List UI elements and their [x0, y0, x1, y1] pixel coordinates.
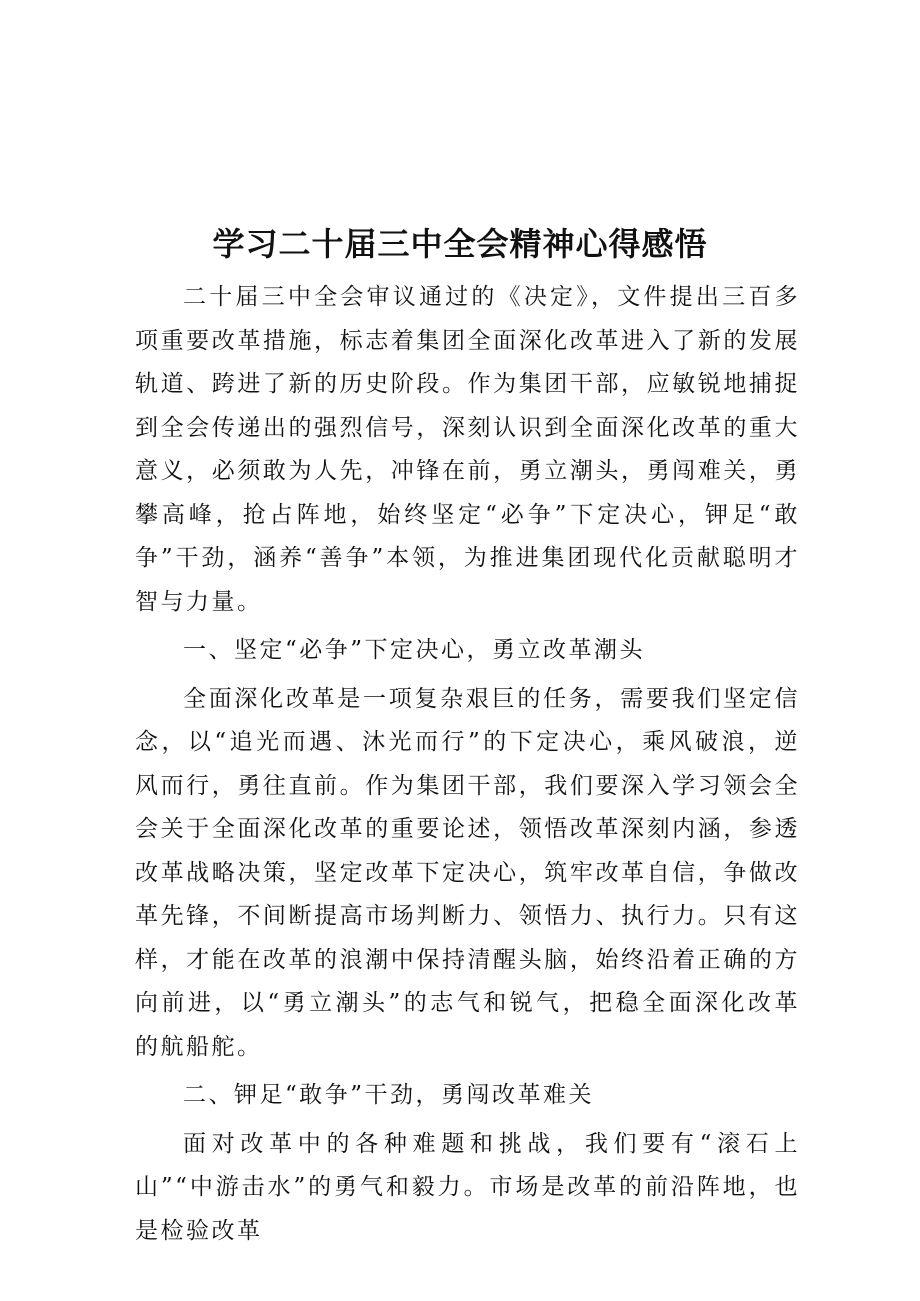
- document-body: [135, 276, 800, 1258]
- section-heading-1: 一、坚定“必争”下定决心，勇立改革潮头: [183, 637, 646, 663]
- intro-paragraph: 二十届三中全会审议通过的《决定》，文件提出三百多项重要改革措施，标志着集团全面深化改革进入了新的发展轨道、跨进了新的历史阶段。作为集团干部，应敏锐地捕捉到全会传递出的强烈信号，深刻认识到全面深化改革的重大意义，必须敢为人先，冲锋在前，勇立潮头，勇闯难关，勇攀高峰，抢占阵地，始终坚定“必争”下定决心，钾足“敢争”干劲，涵养“善争”本领，为推进集团现代化贡献聪明才智与力量。: [135, 284, 800, 615]
- section-paragraph-2: 面对改革中的各种难题和挑战，我们要有“滚石上山”“中游击水”的勇气和毅力。市场是改革的前沿阵地，也是检验改革: [135, 1130, 800, 1244]
- document-title: 学习二十届三中全会精神心得感悟: [212, 225, 708, 263]
- section-paragraph-1: 全面深化改革是一项复杂艰巨的任务，需要我们坚定信念，以“追光而遇、沐光而行”的下定决心，乘风破浪，逆风而行，勇往直前。作为集团干部，我们要深入学习领会全会关于全面深化改革的重要论述，领悟改革深刻内涵，参透改革战略决策，坚定改革下定决心，筑牢改革自信，争做改革先锋，不间断提高市场判断力、领悟力、执行力。只有这样，才能在改革的浪潮中保持清醒头脑，始终沿着正确的方向前进，以“勇立潮头”的志气和锐气，把稳全面深化改革的航船舵。: [135, 685, 800, 1060]
- section-heading-2: 二、钾足“敢争”干劲，勇闯改革难关: [183, 1082, 595, 1108]
